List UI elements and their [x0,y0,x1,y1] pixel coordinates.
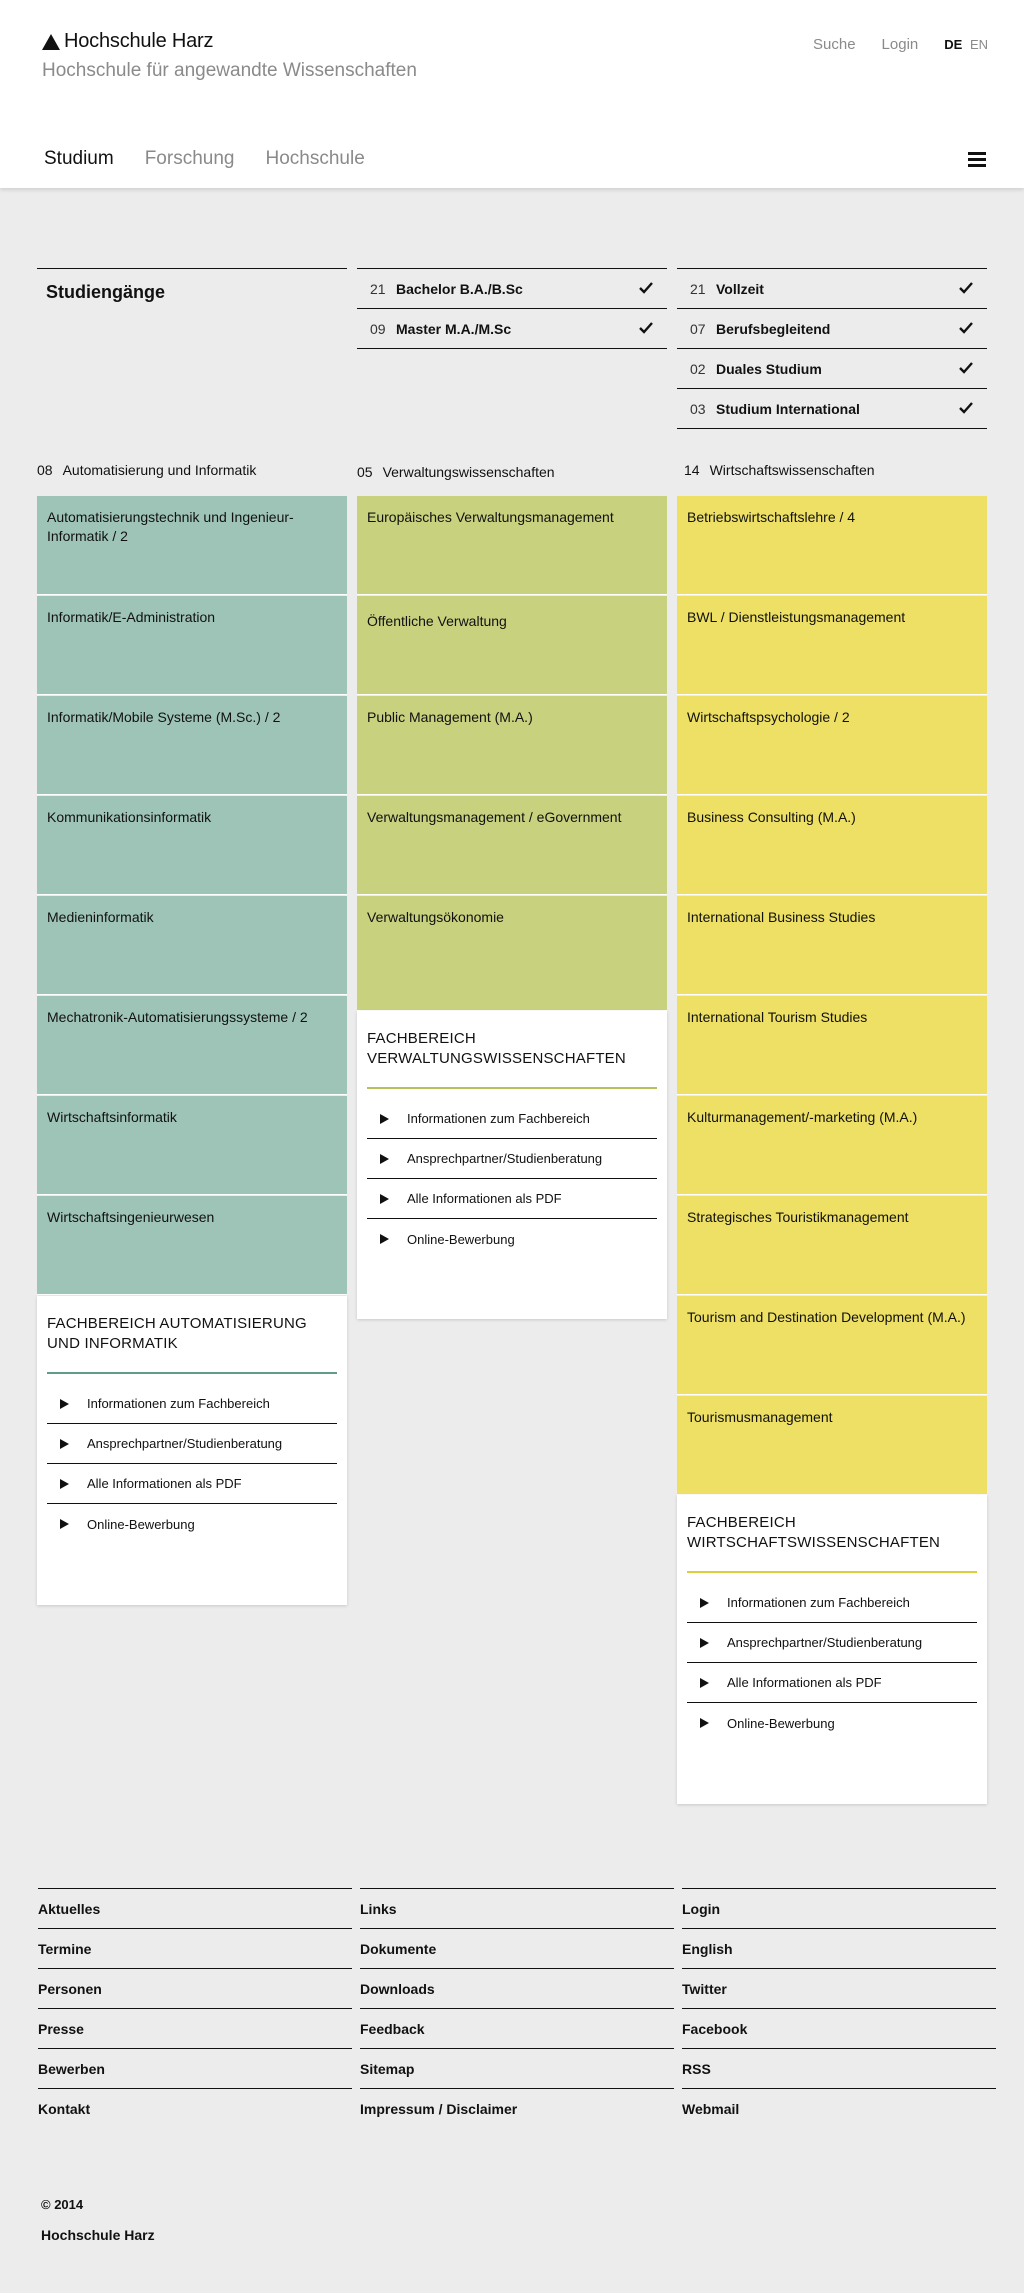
program-tile[interactable]: Kommunikationsinformatik [37,796,347,895]
department-rule [47,1372,337,1374]
program-tile[interactable]: Kulturmanagement/-marketing (M.A.) [677,1096,987,1195]
site-subtitle: Hochschule für angewandte Wissenschaften [42,60,417,81]
footer-link[interactable]: Webmail [682,2088,996,2128]
checkmark-icon [959,281,973,295]
footer-link[interactable]: Facebook [682,2008,996,2048]
dept-info-link[interactable]: Informationen zum Fachbereich [367,1099,657,1139]
arrow-right-icon [380,1194,389,1204]
program-tile[interactable]: Betriebswirtschaftslehre / 4 [677,496,987,595]
program-tile[interactable]: Verwaltungsmanagement / eGovernment [357,796,667,895]
checkmark-icon [959,361,973,375]
column-heading: 08 Automatisierung und Informatik [37,462,257,478]
footer-link[interactable]: Presse [38,2008,352,2048]
dept-contact-link[interactable]: Ansprechpartner/Studienberatung [367,1139,657,1179]
search-link[interactable]: Suche [813,36,856,53]
program-tile[interactable]: Europäisches Verwaltungsmanagement [357,496,667,595]
program-tile[interactable]: Public Management (M.A.) [357,696,667,795]
checkmark-icon [639,281,653,295]
department-rule [367,1087,657,1089]
footer-org: Hochschule Harz [41,2227,155,2243]
filter-bachelor[interactable]: 21 Bachelor B.A./B.Sc [357,269,667,309]
nav-forschung[interactable]: Forschung [144,148,235,169]
degree-filter [357,268,667,349]
department-card [357,1011,667,1319]
arrow-right-icon [60,1519,69,1529]
arrow-right-icon [60,1479,69,1489]
column-heading: 14 Wirtschaftswissenschaften [684,462,875,478]
filter-duales-studium[interactable]: 02 Duales Studium [677,349,987,389]
filter-master[interactable]: 09 Master M.A./M.Sc [357,309,667,349]
checkmark-icon [959,321,973,335]
filter-berufsbegleitend[interactable]: 07 Berufsbegleitend [677,309,987,349]
program-tile[interactable]: Medieninformatik [37,896,347,995]
nav-hochschule[interactable]: Hochschule [265,148,365,169]
filter-title: Studiengänge [46,282,166,302]
language-switch [944,37,988,52]
program-tile[interactable]: Strategisches Touristikmanagement [677,1196,987,1295]
arrow-right-icon [380,1234,389,1244]
footer-link[interactable]: Impressum / Disclaimer [360,2088,674,2128]
department-title: FACHBEREICH WIRTSCHAFTSWISSENSCHAFTEN [687,1514,941,1551]
footer-link[interactable]: Login [682,1888,996,1928]
program-tile[interactable]: International Tourism Studies [677,996,987,1095]
dept-pdf-link[interactable]: Alle Informationen als PDF [687,1663,977,1703]
hamburger-menu-icon[interactable] [968,152,986,167]
arrow-right-icon [60,1399,69,1409]
copyright: © 2014 [41,2197,84,2212]
program-tile[interactable]: Wirtschaftsinformatik [37,1096,347,1195]
dept-info-link[interactable]: Informationen zum Fachbereich [687,1583,977,1623]
dept-apply-link[interactable]: Online-Bewerbung [367,1219,657,1259]
arrow-right-icon [380,1154,389,1164]
filter-vollzeit[interactable]: 21 Vollzeit [677,269,987,309]
site-logo[interactable] [42,30,213,53]
footer-column [360,1888,674,2128]
footer-link[interactable]: Aktuelles [38,1888,352,1928]
checkmark-icon [959,401,973,415]
arrow-right-icon [700,1718,709,1728]
footer-link[interactable]: Twitter [682,1968,996,2008]
arrow-right-icon [700,1678,709,1688]
footer-link[interactable]: Bewerben [38,2048,352,2088]
program-tile[interactable]: Tourism and Destination Development (M.A.) [677,1296,987,1395]
filter-studium-international[interactable]: 03 Studium International [677,389,987,429]
dept-apply-link[interactable]: Online-Bewerbung [687,1703,977,1743]
footer-link[interactable]: Downloads [360,1968,674,2008]
department-card [37,1296,347,1605]
program-tile[interactable]: Informatik/E-Administration [37,596,347,695]
footer-link[interactable]: Feedback [360,2008,674,2048]
footer-link[interactable]: Personen [38,1968,352,2008]
department-card [677,1495,987,1804]
nav-studium[interactable]: Studium [44,148,114,169]
footer-link[interactable]: English [682,1928,996,1968]
program-tile[interactable]: Wirtschaftsingenieurwesen [37,1196,347,1295]
arrow-right-icon [700,1638,709,1648]
footer-column [38,1888,352,2128]
column-heading: 05 Verwaltungswissenschaften [357,464,555,480]
footer-link[interactable]: Termine [38,1928,352,1968]
footer-link[interactable]: Sitemap [360,2048,674,2088]
footer-link[interactable]: Kontakt [38,2088,352,2128]
login-link[interactable]: Login [881,36,919,53]
dept-info-link[interactable]: Informationen zum Fachbereich [47,1384,337,1424]
program-tile[interactable]: Verwaltungsökonomie [357,896,667,1011]
program-tile[interactable]: Wirtschaftspsychologie / 2 [677,696,987,795]
arrow-right-icon [700,1598,709,1608]
program-tile[interactable]: Tourismusmanagement [677,1396,987,1495]
program-tile[interactable]: International Business Studies [677,896,987,995]
main-nav [44,148,396,170]
footer-link[interactable]: Dokumente [360,1928,674,1968]
program-tile[interactable]: Mechatronik-Automatisierungssysteme / 2 [37,996,347,1095]
department-title: FACHBEREICH AUTOMATISIERUNG UND INFORMATIK [47,1315,307,1352]
footer-link[interactable]: RSS [682,2048,996,2088]
dept-apply-link[interactable]: Online-Bewerbung [47,1504,337,1544]
filter-title-rule [37,268,347,269]
dept-contact-link[interactable]: Ansprechpartner/Studienberatung [47,1424,337,1464]
program-tile[interactable]: Informatik/Mobile Systeme (M.Sc.) / 2 [37,696,347,795]
site-header [0,0,1024,188]
triangle-logo-icon [42,34,60,50]
department-title: FACHBEREICH VERWALTUNGSWISSENSCHAFTEN [367,1030,626,1067]
logo-text: Hochschule Harz [64,30,214,52]
department-rule [687,1571,977,1573]
dept-contact-link[interactable]: Ansprechpartner/Studienberatung [687,1623,977,1663]
arrow-right-icon [380,1114,389,1124]
arrow-right-icon [60,1439,69,1449]
dept-pdf-link[interactable]: Alle Informationen als PDF [47,1464,337,1504]
dept-pdf-link[interactable]: Alle Informationen als PDF [367,1179,657,1219]
program-tile[interactable]: BWL / Dienstleistungsmanagement [677,596,987,695]
lang-en-link[interactable]: EN [969,37,988,52]
utility-nav [787,36,988,53]
footer-column [682,1888,996,2128]
program-tile[interactable]: Öffentliche Verwaltung [357,596,667,695]
mode-filter [677,268,987,429]
program-tile[interactable]: Business Consulting (M.A.) [677,796,987,895]
program-tile[interactable]: Automatisierungstechnik und Ingenieur-Informatik / 2 [37,496,347,595]
footer-link[interactable]: Links [360,1888,674,1928]
checkmark-icon [639,321,653,335]
lang-de-link[interactable]: DE [944,37,963,52]
